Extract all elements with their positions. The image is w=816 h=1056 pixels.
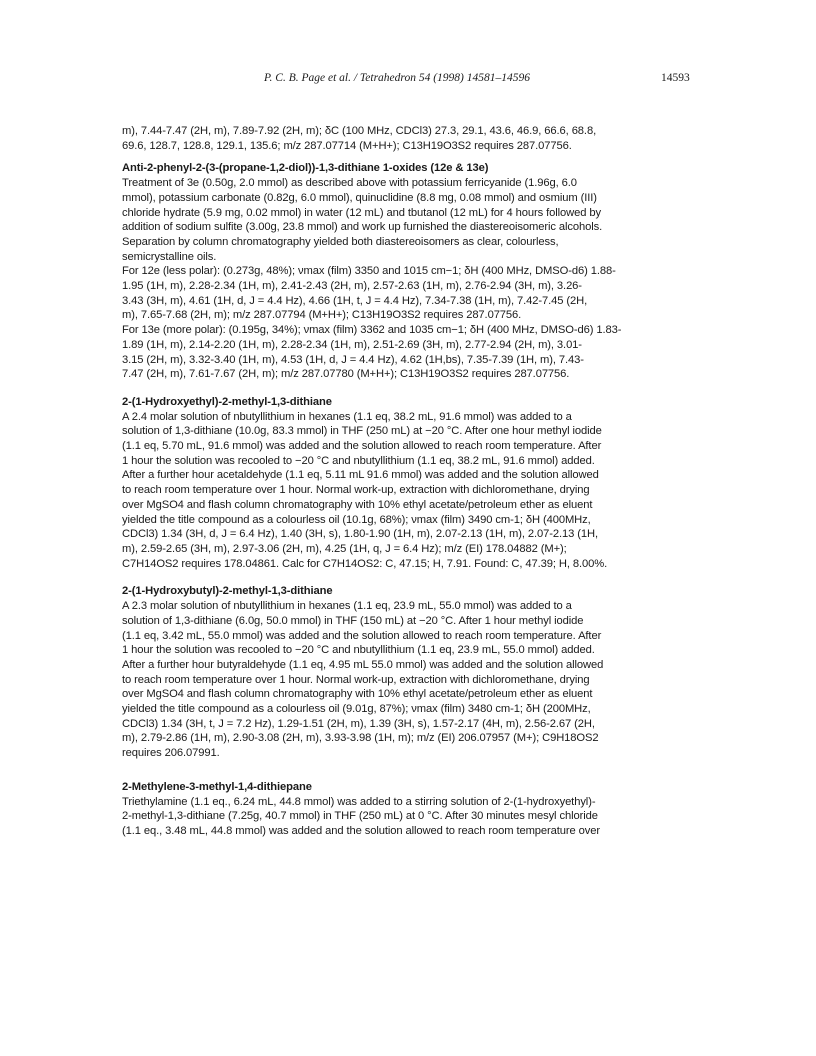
text-line: 3.15 (2H, m), 3.32-3.40 (1H, m), 4.53 (1H, d, J = 4.4 Hz), 4.62 (1H,bs), 7.35-7.39 (1H, m), 7.43- <box>122 353 584 366</box>
section-heading-hydroxyethyl: 2-(1-Hydroxyethyl)-2-methyl-1,3-dithiane <box>122 395 332 408</box>
text-line: CDCl3) 1.34 (3H, t, J = 7.2 Hz), 1.29-1.51 (2H, m), 1.39 (3H, s), 1.57-2.17 (4H, m), 2.56-2.67 (2H, <box>122 717 595 730</box>
text-line: 69.6, 128.7, 128.8, 129.1, 135.6; m/z 287.07714 (M+H+); C13H19O3S2 requires 287.07756. <box>122 139 572 152</box>
text-line: 1.89 (1H, m), 2.14-2.20 (1H, m), 2.28-2.34 (1H, m), 2.51-2.69 (3H, m), 2.77-2.94 (2H, m), 3.01- <box>122 338 582 351</box>
text-line: Separation by column chromatography yielded both diastereoisomers as clear, colourless, <box>122 235 559 248</box>
text-line: m), 7.65-7.68 (2H, m); m/z 287.07794 (M+H+); C13H19O3S2 requires 287.07756. <box>122 309 522 322</box>
text-line: addition of sodium sulfite (3.00g, 23.8 mmol) and work up furnished the diastereoisomeric alcohols. <box>122 221 603 234</box>
text-line: 7.47 (2H, m), 7.61-7.67 (2H, m); m/z 287.07780 (M+H+); C13H19O3S2 requires 287.07756. <box>122 368 570 381</box>
text-line: yielded the title compound as a colourless oil (9.01g, 87%); νmax (film) 3480 cm-1; δH (200MHz, <box>122 703 591 716</box>
compound-12e-data <box>122 264 664 323</box>
text-line: solution of 1,3-dithiane (6.0g, 50.0 mmol) in THF (150 mL) at −20 °C. After 1 hour methyl iodide <box>122 614 584 627</box>
procedure-paragraph <box>122 599 664 761</box>
text-line: (1.1 eq., 3.48 mL, 44.8 mmol) was added and the solution allowed to reach room temperature over <box>122 824 601 837</box>
running-head: P. C. B. Page et al. / Tetrahedron 54 (1998) 14581–14596 <box>264 72 530 84</box>
text-line: 2-methyl-1,3-dithiane (7.25g, 40.7 mmol) in THF (250 mL) at 0 °C. After 30 minutes mesyl chloride <box>122 810 598 823</box>
text-line: C7H14OS2 requires 178.04861. Calc for C7H14OS2: C, 47.15; H, 7.91. Found: C, 47.39; H, 8.00%. <box>122 557 608 570</box>
text-line: yielded the title compound as a colourless oil (10.1g, 68%); νmax (film) 3490 cm-1; δH (400MHz, <box>122 513 591 526</box>
text-line: mmol), potassium carbonate (0.82g, 6.0 mmol), quinuclidine (8.8 mg, 0.08 mmol) and osmium (III) <box>122 191 597 204</box>
article-body <box>122 124 664 839</box>
text-line: semicrystalline oils. <box>122 250 217 263</box>
compound-13e-data <box>122 323 664 382</box>
procedure-paragraph <box>122 176 664 264</box>
text-line: m), 2.59-2.65 (3H, m), 2.97-3.06 (2H, m), 4.25 (1H, q, J = 6.4 Hz); m/z (EI) 178.04882 (M+); <box>122 542 567 555</box>
text-line: to reach room temperature over 1 hour. Normal work-up, extraction with dichloromethane, drying <box>122 673 590 686</box>
text-line: m), 7.44-7.47 (2H, m), 7.89-7.92 (2H, m); δC (100 MHz, CDCl3) 27.3, 29.1, 43.6, 46.9, 66.6, 68.8, <box>122 125 597 137</box>
text-line: 1.95 (1H, m), 2.28-2.34 (1H, m), 2.41-2.43 (2H, m), 2.57-2.63 (1H, m), 2.76-2.94 (3H, m), 3.26- <box>122 280 582 293</box>
page-header <box>0 72 816 90</box>
text-line: Triethylamine (1.1 eq., 6.24 mL, 44.8 mmol) was added to a stirring solution of 2-(1-hydroxyethyl)- <box>122 795 596 808</box>
text-line: over MgSO4 and flash column chromatography with 10% ethyl acetate/petroleum ether as eluent <box>122 688 593 701</box>
text-line: solution of 1,3-dithiane (10.0g, 83.3 mmol) in THF (250 mL) at −20 °C. After one hour methyl iodide <box>122 425 602 438</box>
text-line: After a further hour acetaldehyde (1.1 eq, 5.11 mL 91.6 mmol) was added and the solution allowed <box>122 469 599 482</box>
section-heading-anti-2-phenyl: Anti-2-phenyl-2-(3-(propane-1,2-diol))-1,3-dithiane 1-oxides (12e & 13e) <box>122 162 489 175</box>
section-heading-methylene-dithiepane: 2-Methylene-3-methyl-1,4-dithiepane <box>122 780 312 793</box>
text-line: chloride hydrate (5.9 mg, 0.02 mmol) in water (12 mL) and tbutanol (12 mL) for 4 hours followed by <box>122 206 601 219</box>
text-line: 3.43 (3H, m), 4.61 (1H, d, J = 4.4 Hz), 4.66 (1H, t, J = 4.4 Hz), 7.34-7.38 (1H, m), 7.42-7.45 (2H, <box>122 294 588 307</box>
page-number: 14593 <box>661 72 690 84</box>
text-line: A 2.3 molar solution of nbutyllithium in hexanes (1.1 eq, 23.9 mL, 55.0 mmol) was added to a <box>122 600 572 613</box>
section-heading-hydroxybutyl: 2-(1-Hydroxybutyl)-2-methyl-1,3-dithiane <box>122 585 333 598</box>
text-line: (1.1 eq, 5.70 mL, 91.6 mmol) was added and the solution allowed to reach room temperature. After <box>122 440 602 453</box>
text-line: A 2.4 molar solution of nbutyllithium in hexanes (1.1 eq, 38.2 mL, 91.6 mmol) was added to a <box>122 410 572 423</box>
text-line: m), 2.79-2.86 (1H, m), 2.90-3.08 (2H, m), 3.93-3.98 (1H, m); m/z (EI) 206.07957 (M+); C9H18OS2 <box>122 732 599 745</box>
text-line: CDCl3) 1.34 (3H, d, J = 6.4 Hz), 1.40 (3H, s), 1.80-1.90 (1H, m), 2.07-2.13 (1H, m), 2.07-2.13 (1H, <box>122 528 599 541</box>
text-line: Treatment of 3e (0.50g, 2.0 mmol) as described above with potassium ferricyanide (1.96g, 6.0 <box>122 177 577 190</box>
text-line: over MgSO4 and flash column chromatography with 10% ethyl acetate/petroleum ether as eluent <box>122 498 593 511</box>
text-line: After a further hour butyraldehyde (1.1 eq, 4.95 mL 55.0 mmol) was added and the solution allowed <box>122 658 604 671</box>
text-line: 1 hour the solution was recooled to −20 °C and nbutyllithium (1.1 eq, 23.9 mL, 55.0 mmol) added. <box>122 644 595 657</box>
text-line: (1.1 eq, 3.42 mL, 55.0 mmol) was added and the solution allowed to reach room temperature. After <box>122 629 602 642</box>
text-line: to reach room temperature over 1 hour. Normal work-up, extraction with dichloromethane, drying <box>122 484 590 497</box>
text-line: requires 206.07991. <box>122 747 220 760</box>
procedure-paragraph <box>122 795 664 839</box>
text-line: For 13e (more polar): (0.195g, 34%); νmax (film) 3362 and 1035 cm−1; δH (400 MHz, DMSO-d6) 1.83- <box>122 324 622 337</box>
carryover-paragraph <box>122 124 664 153</box>
text-line: 1 hour the solution was recooled to −20 °C and nbutyllithium (1.1 eq, 38.2 mL, 91.6 mmol) added. <box>122 454 595 467</box>
text-line: For 12e (less polar): (0.273g, 48%); νmax (film) 3350 and 1015 cm−1; δH (400 MHz, DMSO-d6) 1.88- <box>122 265 616 278</box>
procedure-paragraph <box>122 410 664 572</box>
